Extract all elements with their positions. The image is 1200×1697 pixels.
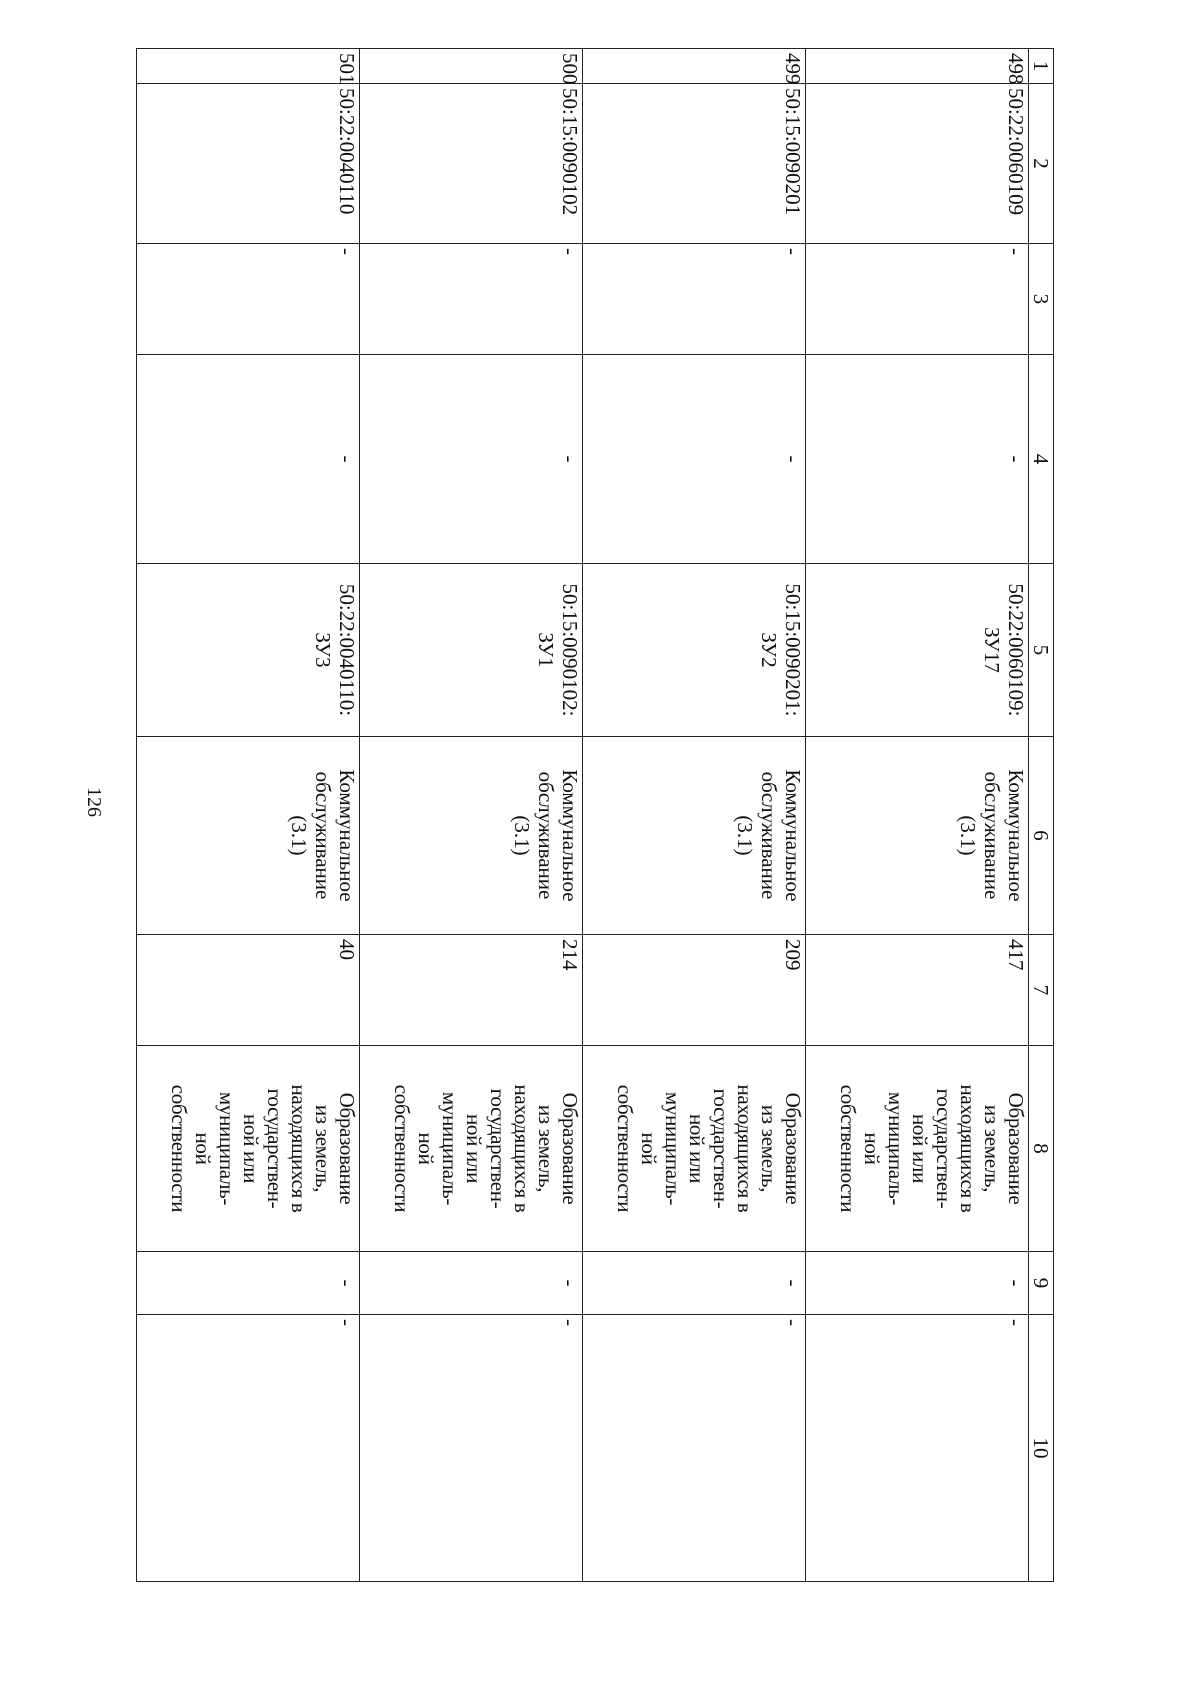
column-header-6: 6 [1029,737,1054,935]
formation-basis-line: из земель, [757,1104,781,1193]
permitted-use [137,737,360,935]
formation-basis [137,1046,360,1252]
formation-basis [360,1046,583,1252]
formation-basis-line: находящихся в [956,1084,980,1213]
col9-value: - [806,1252,1029,1315]
col4-value: - [360,355,583,564]
formation-basis-line: собственности [167,1084,191,1213]
column-header-9: 9 [1029,1252,1054,1315]
row-number: 498 [806,49,1029,84]
permitted-use-line: обслуживание [534,771,558,900]
area-value: 214 [360,935,583,1046]
formation-basis-line: муниципаль- [884,1091,908,1206]
cadastral-quarter: 50:15:0090201 [583,84,806,244]
col4-value: - [806,355,1029,564]
formation-basis-line: Образование [1004,1092,1028,1205]
formation-basis-line: находящихся в [733,1084,757,1213]
col4-value: - [137,355,360,564]
area-value: 40 [137,935,360,1046]
col3-value: - [360,244,583,355]
formation-basis-line: муниципаль- [215,1091,239,1206]
table-row [137,49,360,1582]
formation-basis-line: Образование [558,1092,582,1205]
formation-basis-line: ной или [239,1113,263,1184]
formation-basis-line: муниципаль- [661,1091,685,1206]
page-number: 126 [83,787,105,817]
parcel-designation [137,564,360,737]
formation-basis-line: ной или [685,1113,709,1184]
area-value: 417 [806,935,1029,1046]
permitted-use-line: Коммунальное [335,769,359,902]
formation-basis-line: ной [860,1132,884,1165]
permitted-use-line: (3.1) [510,815,534,856]
permitted-use-line: обслуживание [311,771,335,900]
parcel-designation [583,564,806,737]
permitted-use-line: (3.1) [956,815,980,856]
formation-basis-line: находящихся в [287,1084,311,1213]
table-body [137,49,1029,1582]
col9-value: - [583,1252,806,1315]
col10-value: - [360,1315,583,1582]
formation-basis-line: государствен- [932,1088,956,1209]
formation-basis-line: ной или [908,1113,932,1184]
parcel-designation [360,564,583,737]
formation-basis [806,1046,1029,1252]
rotated-table-wrapper [118,48,1054,1581]
formation-basis-line: из земель, [980,1104,1004,1193]
parcel-designation-line: ЗУ3 [311,632,335,668]
table-row [806,49,1029,1582]
col3-value: - [583,244,806,355]
parcel-designation-line: ЗУ17 [980,627,1004,673]
permitted-use-line: (3.1) [733,815,757,856]
formation-basis-line: из земель, [311,1104,335,1193]
col10-value: - [806,1315,1029,1582]
parcel-designation-line: 50:22:0040110: [335,583,359,717]
land-plots-table [136,48,1054,1582]
col9-value: - [137,1252,360,1315]
formation-basis-line: Образование [781,1092,805,1205]
formation-basis-line: Образование [335,1092,359,1205]
column-header-7: 7 [1029,935,1054,1046]
formation-basis-line: государствен- [709,1088,733,1209]
formation-basis-line: ной [191,1132,215,1165]
cadastral-quarter: 50:22:0040110 [137,84,360,244]
col3-value: - [137,244,360,355]
column-header-1: 1 [1029,49,1054,84]
col9-value: - [360,1252,583,1315]
formation-basis-line: из земель, [534,1104,558,1193]
col10-value: - [583,1315,806,1582]
column-header-5: 5 [1029,564,1054,737]
column-header-4: 4 [1029,355,1054,564]
parcel-designation-line: 50:15:0090201: [781,583,805,717]
parcel-designation-line: ЗУ1 [534,632,558,668]
column-header-3: 3 [1029,244,1054,355]
permitted-use-line: Коммунальное [781,769,805,902]
permitted-use-line: Коммунальное [1004,769,1028,902]
column-header-10: 10 [1029,1315,1054,1582]
formation-basis-line: ной [414,1132,438,1165]
formation-basis-line: муниципаль- [438,1091,462,1206]
col10-value: - [137,1315,360,1582]
formation-basis-line: собственности [390,1084,414,1213]
column-header-8: 8 [1029,1046,1054,1252]
parcel-designation-line: 50:22:0060109: [1004,583,1028,717]
formation-basis-line: собственности [836,1084,860,1213]
formation-basis-line: ной [637,1132,661,1165]
permitted-use-line: (3.1) [287,815,311,856]
table-row [360,49,583,1582]
col4-value: - [583,355,806,564]
col3-value: - [806,244,1029,355]
column-number-row [1029,49,1054,1582]
permitted-use-line: Коммунальное [558,769,582,902]
permitted-use [360,737,583,935]
formation-basis [583,1046,806,1252]
permitted-use [806,737,1029,935]
table-row [583,49,806,1582]
parcel-designation [806,564,1029,737]
permitted-use [583,737,806,935]
permitted-use-line: обслуживание [757,771,781,900]
formation-basis-line: ной или [462,1113,486,1184]
column-header-2: 2 [1029,84,1054,244]
cadastral-quarter: 50:15:0090102 [360,84,583,244]
parcel-designation-line: 50:15:0090102: [558,583,582,717]
cadastral-quarter: 50:22:0060109 [806,84,1029,244]
formation-basis-line: государствен- [486,1088,510,1209]
row-number: 499 [583,49,806,84]
formation-basis-line: находящихся в [510,1084,534,1213]
formation-basis-line: собственности [613,1084,637,1213]
parcel-designation-line: ЗУ2 [757,632,781,668]
area-value: 209 [583,935,806,1046]
formation-basis-line: государствен- [263,1088,287,1209]
row-number: 501 [137,49,360,84]
row-number: 500 [360,49,583,84]
permitted-use-line: обслуживание [980,771,1004,900]
